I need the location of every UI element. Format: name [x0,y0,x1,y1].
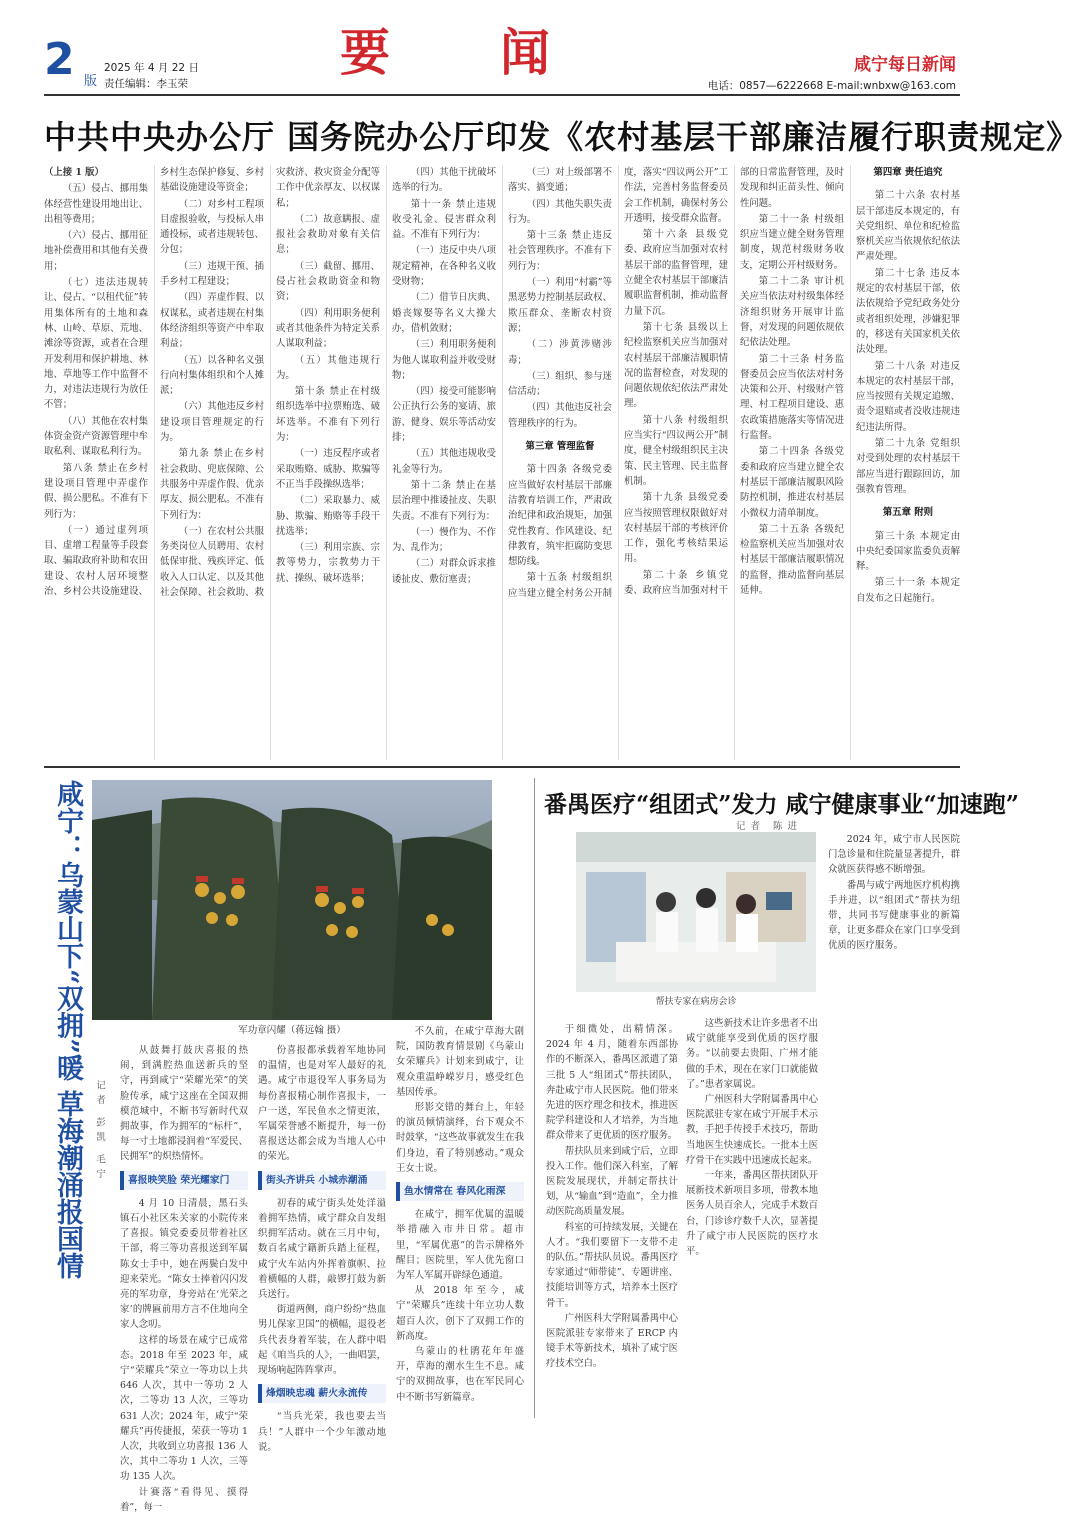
article-paragraph: 第三十条 本规定由中央纪委国家监委负责解释。 [856,530,960,573]
article-paragraph: （七）违法违规转让、侵占、“以租代征”转用集体所有的土地和森林、山岭、草原、荒地、滩涂等资源，或者在合理开发利用和保护耕地、林地、草地等工作中监督不力，对违法违规行为放任不管； [44,277,148,411]
article-paragraph: 第二十五条 各级纪检监察机关应当加强对农村基层干部廉洁履职情况的监督，推动监督向基层延伸。 [740,523,844,597]
top-article-body [44,165,960,760]
article-paragraph: 第二十一条 村级组织应当建立健全财务管理制度，规范村级财务收支，定期公开村级财务。 [740,213,844,271]
paragraph: 从 2018 年至今，咸宁“荣耀兵”连续十年立功人数超百人次，创下了双拥工作的新高度。 [396,1285,524,1342]
article-paragraph: （三）违规干预、插手乡村工程建设； [160,260,264,288]
right-story-byline: 记者 陈进 [736,821,803,832]
article-paragraph: （三）截留、挪用、侵占社会救助资金和物资； [276,260,380,303]
right-photo-caption: 帮扶专家在病房会诊 [655,997,737,1007]
masthead [0,0,1000,102]
article-paragraph: （四）弄虚作假、以权谋私，或者违规在村集体经济组织等资产中牟取利益； [160,292,264,350]
main-headline: 中共中央办公厅 国务院办公厅印发《农村基层干部廉洁履行职责规定》 [44,118,1079,156]
paragraph: 科室的可持续发展，关键在人才。“我们要留下一支带不走的队伍。”帮扶队员说。番禺医疗专家通过“师带徒”、专题讲座、技能培训等方式，培养本土医疗骨干。 [546,1221,678,1309]
article-paragraph: （三）对上级部署不落实、搞变通； [508,167,612,194]
article-paragraph: （八）其他在农村集体资金资产资源管理中牟取私利、谋取私利行为。 [44,415,148,458]
article-paragraph: （一）慢作为、不作为、乱作为； [392,526,496,554]
chapter-heading: 第三章 管理监督 [525,441,595,453]
right-story-col-1 [546,832,678,1414]
paragraph: 于细微处，出精情深。2024 年 4 月，随着东西部协作的不断深入，番禺区派遣了第三批 5 人“组团式”帮扶团队，奔赴咸宁市人民医院。他们带来先进的医疗理念和技术，推进医院学科建设和人才培养，为当地群众带来了更优质的医疗服务。 [546,1024,678,1142]
paper-name: 咸宁每日新闻 [854,55,956,75]
article-paragraph: 第十六条 县级党委、政府应当加强对农村基层干部的监督管理，建立健全农村基层干部廉洁履职监督机制，推动监督力量下沉。 [624,229,728,317]
article-paragraph: （六）其他违反乡村建设项目管理规定的行为。 [160,401,264,444]
paragraph: 广州医科大学附属番禺中心医院派驻专家在咸宁开展手术示教，手把手传授手术技巧，帮助当地医生快速成长。一批本土医疗骨干在实践中迅速成长起来。 [686,1094,818,1166]
article-paragraph: （四）其他干扰破坏选举的行为。 [392,167,496,194]
contact-info: 电话：0857—6222668 E-mail:wnbxw@163.com [707,80,956,92]
left-story-col-3 [396,780,524,1414]
article-paragraph: （四）其他失职失责行为。 [508,198,612,225]
left-photo-caption: 军功章闪耀（蒋远翰 摄） [238,1025,346,1036]
right-story-col-2 [686,1016,818,1412]
paragraph: “当兵光荣，我也要去当兵！”人群中一个少年激动地说。 [258,1411,386,1453]
paragraph: 2024 年，咸宁市人民医院门急诊量和住院量显著提升，群众就医获得感不断增强。 [828,834,960,876]
article-paragraph: 第十五条 村级组织应当建立健全村务公开制度，落实“四议两公开”工作法，完善村务监督委员会工作机制，确保村务公开透明，接受群众监督。 [508,167,728,599]
article-paragraph: 第十四条 各级党委应当做好农村基层干部廉洁教育培训工作，严肃政治纪律和政治规矩，加强党性教育、作风建设、纪律教育，筑牢拒腐防变思想防线。 [508,464,612,568]
article-paragraph: （二）对乡村工程项目虚报验收，与投标人串通投标，或者违规转包、分包； [160,198,264,256]
article-paragraph: （五）以各种名义强行向村集体组织和个人摊派； [160,354,264,397]
article-paragraph: （二）对群众诉求推诿扯皮、敷衍塞责； [392,558,496,585]
article-paragraph: 第二十三条 村务监督委员会应当依法对村务决策和公开、村级财产管理、村工程项目建设、惠农政策措施落实等情况进行监督。 [740,353,844,442]
paragraph: 初春的咸宁街头处处洋溢着拥军热情，咸宁群众自发组织拥军活动。就在三月中旬，数百名咸宁籍新兵踏上征程，咸宁火车站内外挥着旗帜、拉着横幅的人群，敲锣打鼓为新兵送行。 [258,1197,386,1301]
article-paragraph: 第三十一条 本规定自发布之日起施行。 [856,577,960,604]
subhead: 喜报映笑脸 荣光耀家门 [120,1171,248,1190]
issue-date: 2025 年 4 月 22 日 [104,62,199,74]
subhead: 烽烟映忠魂 薪火永流传 [258,1384,386,1403]
article-paragraph: 第十七条 县级以上纪检监察机关应当加强对农村基层干部廉洁履职情况的监督检查，对发现的问题依规依纪依法严肃处理。 [624,321,728,410]
paragraph: 计赛落“看得见、摸得着”，每一 [120,1486,248,1513]
article-paragraph: （四）其他违反社会管理秩序的行为。 [508,402,612,429]
article-paragraph: （二）采取暴力、威胁、欺骗、贿赂等手段干扰选举； [276,495,380,537]
article-paragraph: 第十一条 禁止违规收受礼金、侵害群众利益。不准有下列行为： [392,198,496,241]
section-divider [44,766,960,768]
article-paragraph: （三）利用职务便利为他人谋取利益并收受财物； [392,339,496,381]
article-paragraph: 第十八条 村级组织应当实行“四议两公开”制度，健全村级组织民主决策、民主管理、民主监督机制。 [624,414,728,487]
article-paragraph: 第十三条 禁止违反社会管理秩序。不准有下列行为： [508,230,612,272]
right-story-title: 番禺医疗“组团式”发力 咸宁健康事业“加速跑” [544,791,1019,818]
article-paragraph: （三）利用宗族、宗教等势力，宗教势力干扰、操纵、破坏选举； [276,542,380,584]
paragraph: 街道两侧，商户纷纷“热血男儿保家卫国”的横幅，退役老兵代表身着军装，在人群中唱起《咱当兵的人》，一曲唱罢，现场响起阵阵掌声。 [258,1304,386,1377]
paragraph: 份喜报都承载着军地协同的温情，也是对军人最好的礼遇。咸宁市退役军人事务局为每份喜报精心制作喜报卡，一户一送，军民鱼水之情更浓，军属荣誉感不断提升，每一份喜报送达都会成为当地人心中的荣光。 [258,1045,386,1163]
masthead-rule [44,94,960,96]
article-paragraph: （一）违反中央八项规定精神，在各种名义收受财物； [392,245,496,288]
paragraph: 一年来，番禺区帮扶团队开展新技术新项目多项，带教本地医务人员百余人，完成手术数百台，门诊诊疗数千人次，显著提升了咸宁市人民医院的医疗水平。 [686,1170,818,1258]
article-paragraph: （五）侵占、挪用集体经营性建设用地出让、出租等费用； [44,183,148,225]
paragraph: 帮扶队员来到咸宁后，立即投入工作。他们深入科室，了解医院发展现状，并制定帮扶计划，从“输血”到“造血”，全力推动医院高质量发展。 [546,1145,678,1218]
paragraph: 这些新技术让许多患者不出咸宁就能享受到优质的医疗服务。“以前要去贵阳、广州才能做的手术，现在在家门口就能做了。”患者家属说。 [686,1018,818,1090]
left-story-col-1 [120,1043,248,1513]
article-paragraph: 第十条 禁止在村级组织选举中拉票贿选、破坏选举。不准有下列行为： [276,386,380,444]
page-number: 2 [44,34,75,85]
paragraph: 番禺与咸宁两地医疗机构携手并进，以“组团式”帮扶为纽带，共同书写健康事业的新篇章，让更多群众在家门口享受到优质的医疗服务。 [828,879,960,952]
article-paragraph: 第二十七条 违反本规定的农村基层干部，依法依规给予党纪政务处分或者组织处理，涉嫌犯罪的，移送有关国家机关依法处理。 [856,267,960,356]
paragraph: 4 月 10 日清晨，黑石头镇石小社区朱关家的小院传来了喜报。镇党委委员带着社区干部，将三等功喜报送到军属陈女士手中，她在两鬓白发中迎来荣光。“陈女士捧着闪闪发亮的军功章，身旁站在‘光荣之家’的牌匾前用方言不住地向全家人念叨。 [120,1197,248,1331]
chapter-heading: 第五章 附则 [882,507,934,519]
paragraph: 这样的场景在咸宁已成常态。2018 年至 2023 年，咸宁“荣耀兵”荣立一等功以上共 646 人次，其中一等功 2 人次，二等功 13 人次，三等功 631 人次；2024 年，咸宁“荣耀兵”再传捷报，荣获一等功 1 人次，共收到立功喜报 136 人次，其中二等功 1 人次，三等功 135 人次。 [120,1334,248,1483]
chapter-heading: 第四章 责任追究 [873,167,943,178]
article-paragraph: 第二十六条 农村基层干部违反本规定的，有关党组织、单位和纪检监察机关应当依规依纪依法严肃处理。 [856,190,960,263]
article-paragraph: 第二十二条 审计机关应当依法对村级集体经济组织财务开展审计监督，对发现的问题依规依纪依法处理。 [740,276,844,349]
article-paragraph: （二）借节日庆典、婚丧嫁娶等名义大操大办，借机敛财； [392,292,496,334]
section-title: 要闻 [340,23,660,82]
paragraph: 从鼓舞打鼓庆喜报的热闹，到满腔热血送新兵的坚守，再到咸宁“荣耀光荣”的笑脸传承，咸宁这座在全国双拥模范城中，不断书写新时代双拥故事，作为拥军的“标杆”，每一寸土地都浸润着“军爱民、民拥军”的炽热情怀。 [120,1045,248,1163]
article-paragraph: （四）接受可能影响公正执行公务的宴请、旅游、健身、娱乐等活动安排； [392,386,496,444]
article-paragraph: （上接 1 版） [44,167,104,178]
paragraph: 广州医科大学附属番禺中心医院派驻专家带来了 ERCP 内镜手术等新技术，填补了咸宁医疗技术空白。 [546,1312,678,1370]
article-paragraph: （一）通过虚列项目、虚增工程量等手段套取、骗取政府补助和农田建设、农村人居环境整治、乡村公共设施建设、乡村生态保护修复、乡村基础设施建设等资金； [44,167,264,598]
article-paragraph: （一）在农村公共服务类岗位人员聘用、农村低保审批、残疾评定、低收入人口认定、以及其他社会保障、社会救助、救灾救济、救灾资金分配等工作中优亲厚友、以权谋私； [160,167,380,599]
article-paragraph: （二）涉黄涉赌涉毒； [508,339,612,366]
article-paragraph: 第九条 禁止在乡村社会救助、兜底保障、公共服务中弄虚作假、优亲厚友、损公肥私。不准有下列行为： [160,448,264,521]
page-suffix: 版 [84,74,98,89]
subhead: 街头齐讲兵 小城赤潮涌 [258,1171,386,1190]
article-paragraph: 第二十八条 对违反本规定的农村基层干部，应当按照有关规定追缴、责令退赔或者没收违规违纪违法所得。 [856,360,960,433]
paragraph: 在咸宁，拥军优属的温暖举措融入市井日常。超市里，“军属优惠”的告示牌格外醒目；医院里，军人优先窗口为军人军属开辟绿色通道。 [396,1209,524,1282]
article-paragraph: （五）其他违规行为。 [276,354,380,381]
article-paragraph: （四）利用职务便利或者其他条件为特定关系人谋取利益； [276,307,380,350]
left-story-byline: 记者 彭凯 毛宁 [94,1080,105,1184]
left-story-title: 咸宁：乌蒙山下“双拥”暖 草海潮涌报国情 [52,780,83,1280]
article-paragraph: （五）其他违规收受礼金等行为。 [392,448,496,475]
article-paragraph: （一）利用“村霸”等黑恶势力控制基层政权、欺压群众、垄断农村资源； [508,277,612,334]
article-paragraph: 第十二条 禁止在基层治理中推诿扯皮、失职失责。不准有下列行为： [392,479,496,522]
article-paragraph: 第二十九条 党组织对受到处理的农村基层干部应当进行跟踪回访，加强教育管理。 [856,438,960,495]
article-paragraph: 第十九条 县级党委应当按照管理权限做好对农村基层干部的考核评价工作，强化考核结果运用。 [624,492,728,565]
subhead: 鱼水情常在 春风化雨深 [396,1182,524,1201]
paragraph: 不久前，在咸宁草海大剧院，国防教育情景剧《乌蒙山女荣耀兵》计划来到咸宁，让观众重温峥嵘岁月，感受红色基因传承。 [396,1026,524,1098]
article-paragraph: 第二十条 乡镇党委、政府应当加强对村干部的日常监督管理，及时发现和纠正苗头性、倾向性问题。 [624,167,844,597]
article-paragraph: （三）组织、参与迷信活动； [508,370,612,398]
article-paragraph: 第八条 禁止在乡村建设项目管理中弄虚作假、损公肥私。不准有下列行为： [44,462,148,520]
paragraph: 形影交错的舞台上，年轻的演员倾情演绎，台下观众不时鼓掌，“这些故事就发生在我们身边，看了特别感动。”观众王女士说。 [396,1102,524,1174]
paragraph: 乌蒙山的杜鹃花年年盛开，草海的潮水生生不息。咸宁的双拥故事，也在军民同心中不断书写新篇章。 [396,1346,524,1403]
editor-credit: 责任编辑：李玉荣 [104,78,188,90]
article-paragraph: （二）故意瞒报、虚报社会救助对象有关信息； [276,213,380,256]
right-story-col-3 [828,832,960,1414]
article-paragraph: （六）侵占、挪用征地补偿费用和其他有关费用； [44,230,148,272]
left-story-col-2 [258,1043,386,1453]
article-paragraph: （一）违反程序或者采取贿赂、威胁、欺骗等不正当手段操纵选举； [276,448,380,490]
column-divider [534,778,535,1418]
article-paragraph: 第二十四条 各级党委和政府应当建立健全农村基层干部廉洁履职风险防控机制，推进农村基层小微权力清单制度。 [740,446,844,519]
